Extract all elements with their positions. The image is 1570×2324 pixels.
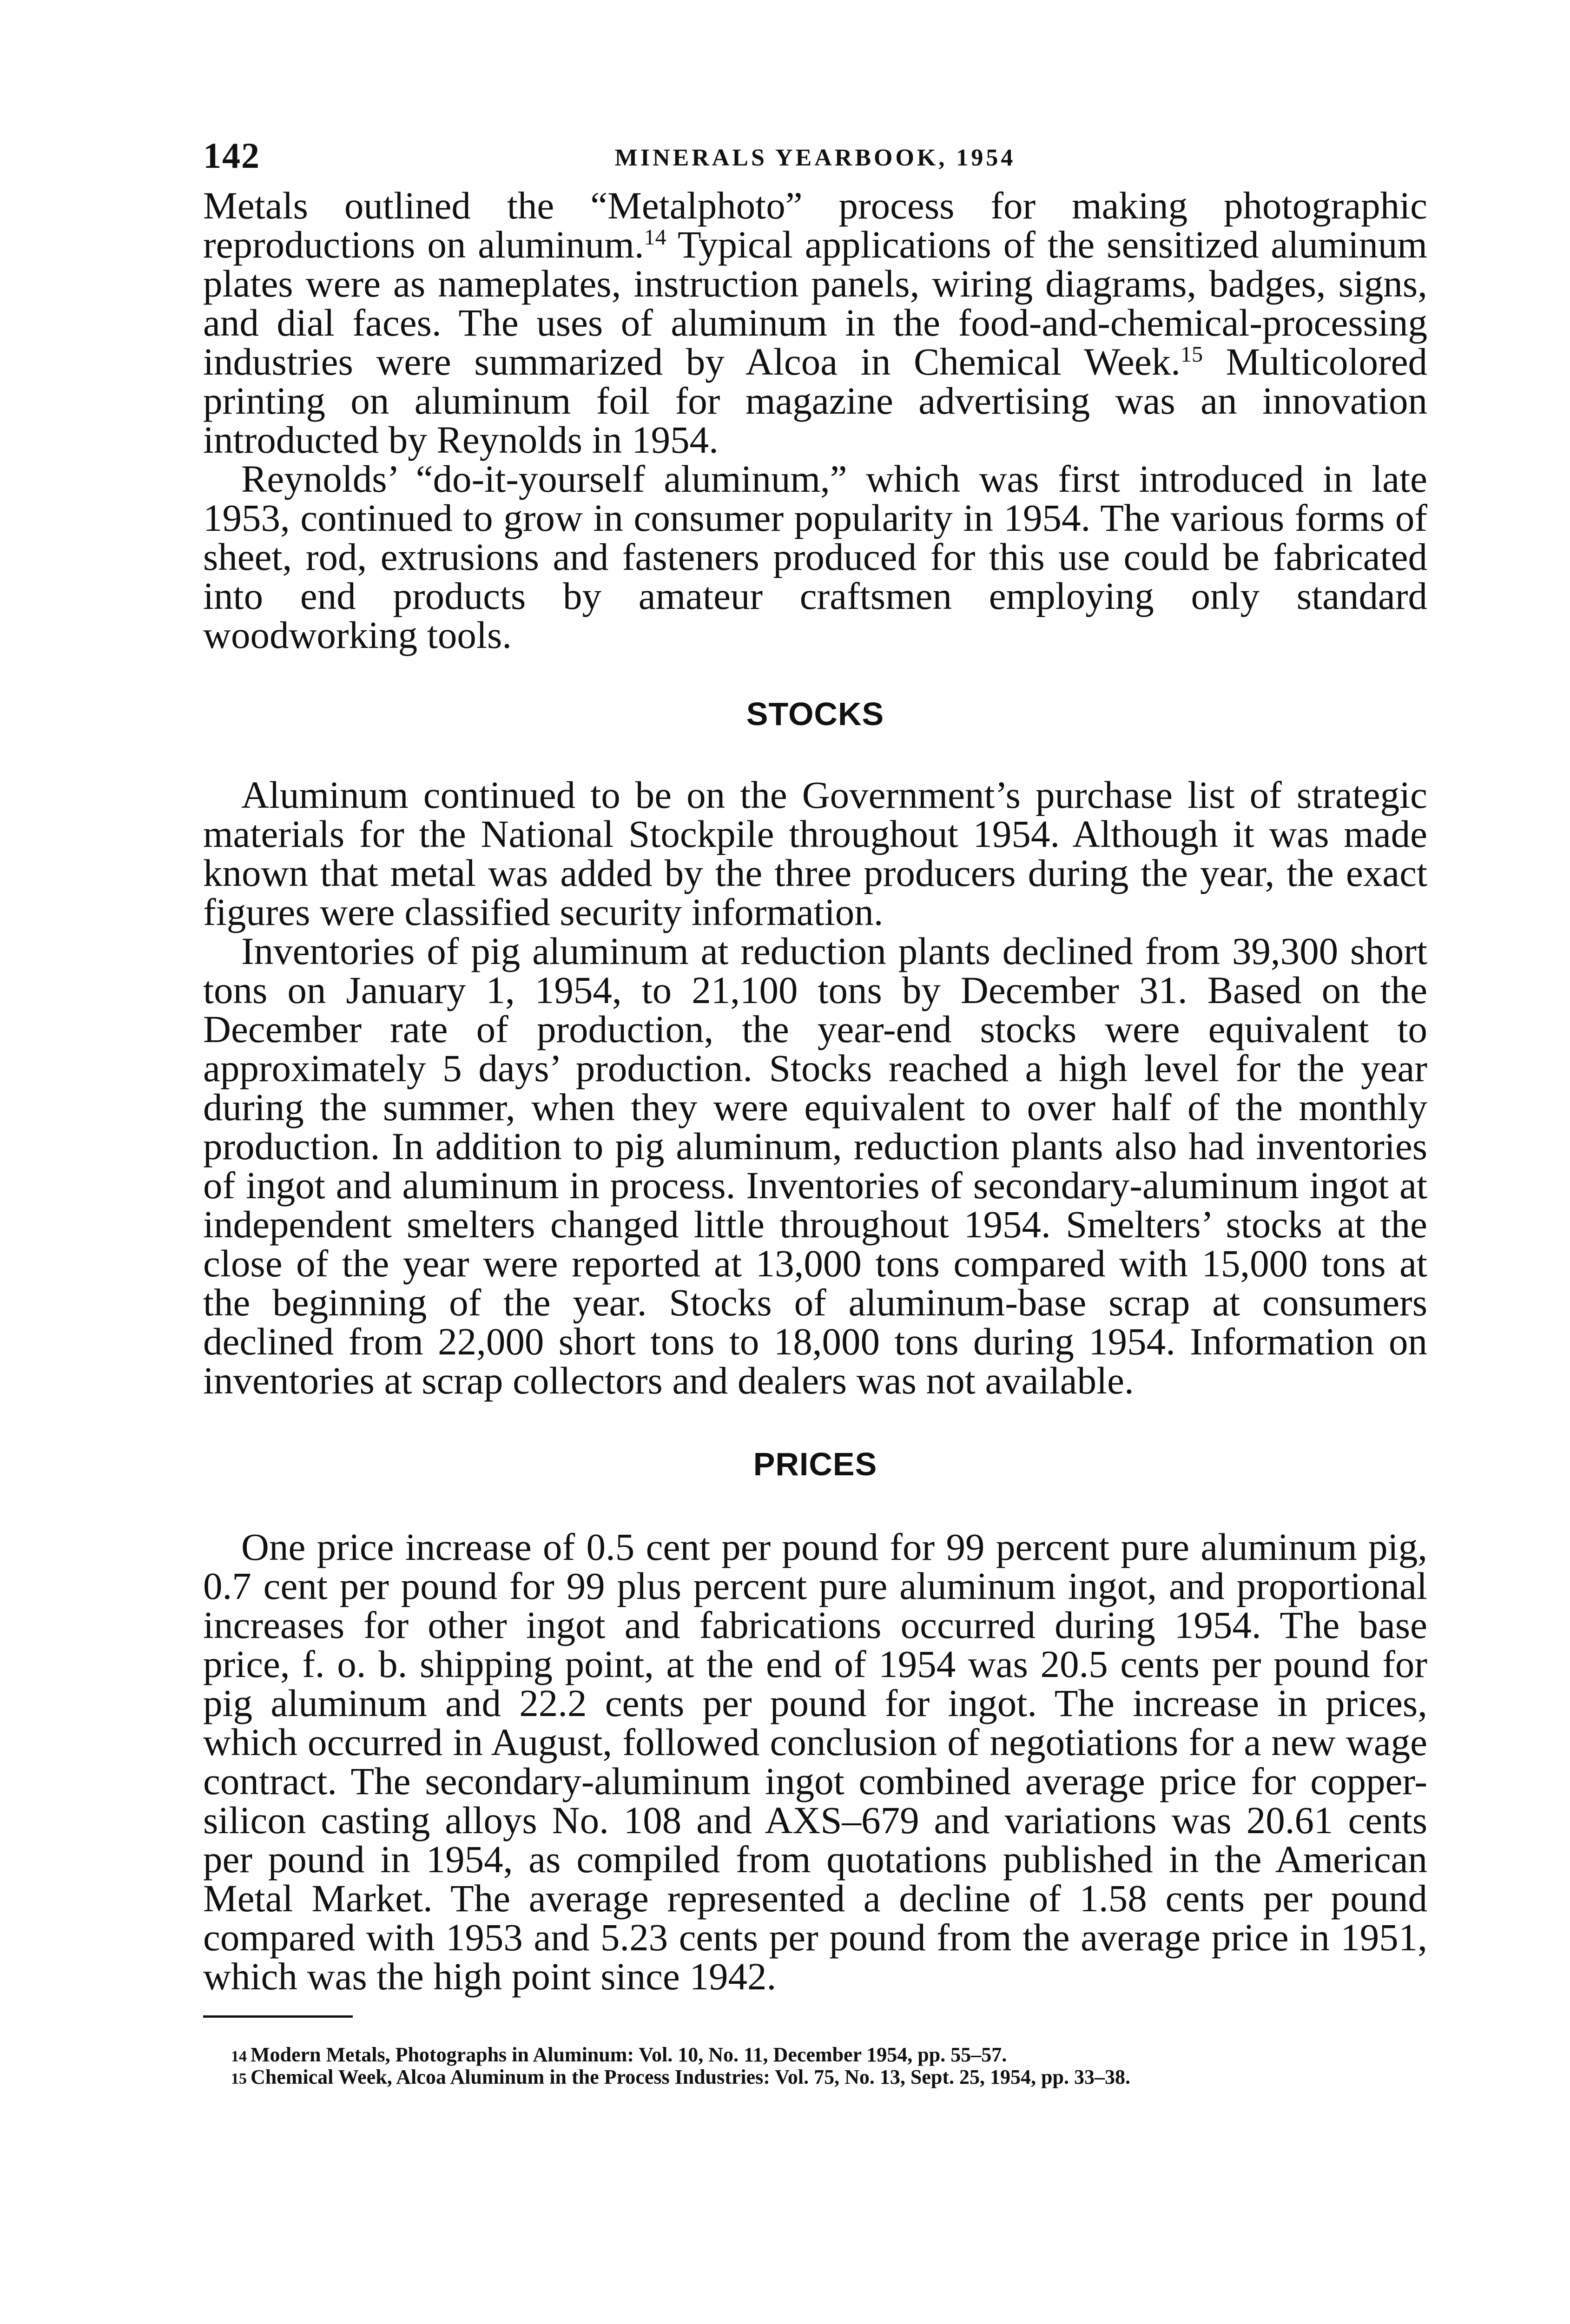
footnote-mark: 14	[231, 2048, 247, 2065]
page-number: 142	[203, 135, 260, 176]
paragraph-text: Metals outlined the “Metalphoto” process for making photographic reproductions on aluminum.	[203, 184, 1427, 266]
footnote-15	[203, 2067, 1427, 2089]
footnote-ref-14: 14	[644, 225, 666, 250]
paragraph-metalphoto	[203, 186, 1427, 459]
paragraph-inventories: Inventories of pig aluminum at reduction plants declined from 39,300 short tons on January 1, 1954, to 21,100 tons by December 31. Based on the December rate of production, the year-end stocks were equivalent to approximately 5 days’ production. Stocks reached a high level for the year during the summer, when they were equivalent to over half of the monthly production. In addition to pig aluminum, reduction plants also had inventories of ingot and aluminum in process. Inventories of secondary-aluminum ingot at independent smelters changed little throughout 1954. Smelters’ stocks at the close of the year were reported at 13,000 tons compared with 15,000 tons at the beginning of the year. Stocks of aluminum-base scrap at consumers declined from 22,000 short tons to 18,000 tons during 1954. Information on inventories at scrap collectors and dealers was not available.	[203, 930, 1427, 1402]
footnote-text: Modern Metals, Photographs in Aluminum: Vol. 10, No. 11, December 1954, pp. 55–57.	[251, 2043, 1007, 2066]
paragraph-stockpile: Aluminum continued to be on the Government’s purchase list of strategic materials for the National Stockpile throughout 1954. Although it was made known that metal was added by the three producers during the year, the exact figures were classified security information.	[203, 773, 1427, 933]
paragraph-text: Typical applications of the sensitized aluminum plates were as nameplates, instruction panels, wiring diagrams, badges, signs, and dial faces. The uses of aluminum in the food-and-chemical-processing industries were summarized by Alcoa in Chemical Week.	[203, 223, 1427, 383]
running-head: MINERALS YEARBOOK, 1954	[614, 145, 1016, 171]
footnote-mark: 15	[231, 2070, 247, 2087]
paragraph-prices: One price increase of 0.5 cent per pound for 99 percent pure aluminum pig, 0.7 cent per pound for 99 plus percent pure aluminum ingot, and proportional increases for other ingot and fabrications occurred during 1954. The base price, f. o. b. shipping point, at the end of 1954 was 20.5 cents per pound for pig aluminum and 22.2 cents per pound for ingot. The increase in prices, which occurred in August, followed conclusion of negotiations for a new wage contract. The secondary-aluminum ingot combined average price for copper-silicon casting alloys No. 108 and AXS–679 and variations was 20.61 cents per pound in 1954, as compiled from quotations published in the American Metal Market. The average represented a decline of 1.58 cents per pound compared with 1953 and 5.23 cents per pound from the average price in 1951, which was the high point since 1942.	[203, 1525, 1427, 1998]
paragraph-text: Multicolored printing on aluminum foil for magazine advertising was an innovation introducted by Reynolds in 1954.	[203, 340, 1428, 461]
page-header	[203, 135, 1427, 186]
section-heading-prices: PRICES	[753, 1446, 877, 1482]
book-page	[203, 135, 1427, 2089]
footnote-text: Chemical Week, Alcoa Aluminum in the Process Industries: Vol. 75, No. 13, Sept. 25, 1954, pp. 33–38.	[251, 2066, 1130, 2088]
paragraph-do-it-yourself: Reynolds’ “do-it-yourself aluminum,” which was first introduced in late 1953, continued to grow in consumer popularity in 1954. The various forms of sheet, rod, extrusions and fasteners produced for this use could be fabricated into end products by amateur craftsmen employing only standard woodworking tools.	[203, 457, 1427, 656]
footnote-14	[203, 2045, 1427, 2067]
footnotes	[203, 2045, 1427, 2089]
footnote-divider	[203, 2015, 353, 2018]
section-heading-stocks: STOCKS	[746, 696, 884, 732]
footnote-ref-15: 15	[1180, 342, 1203, 367]
